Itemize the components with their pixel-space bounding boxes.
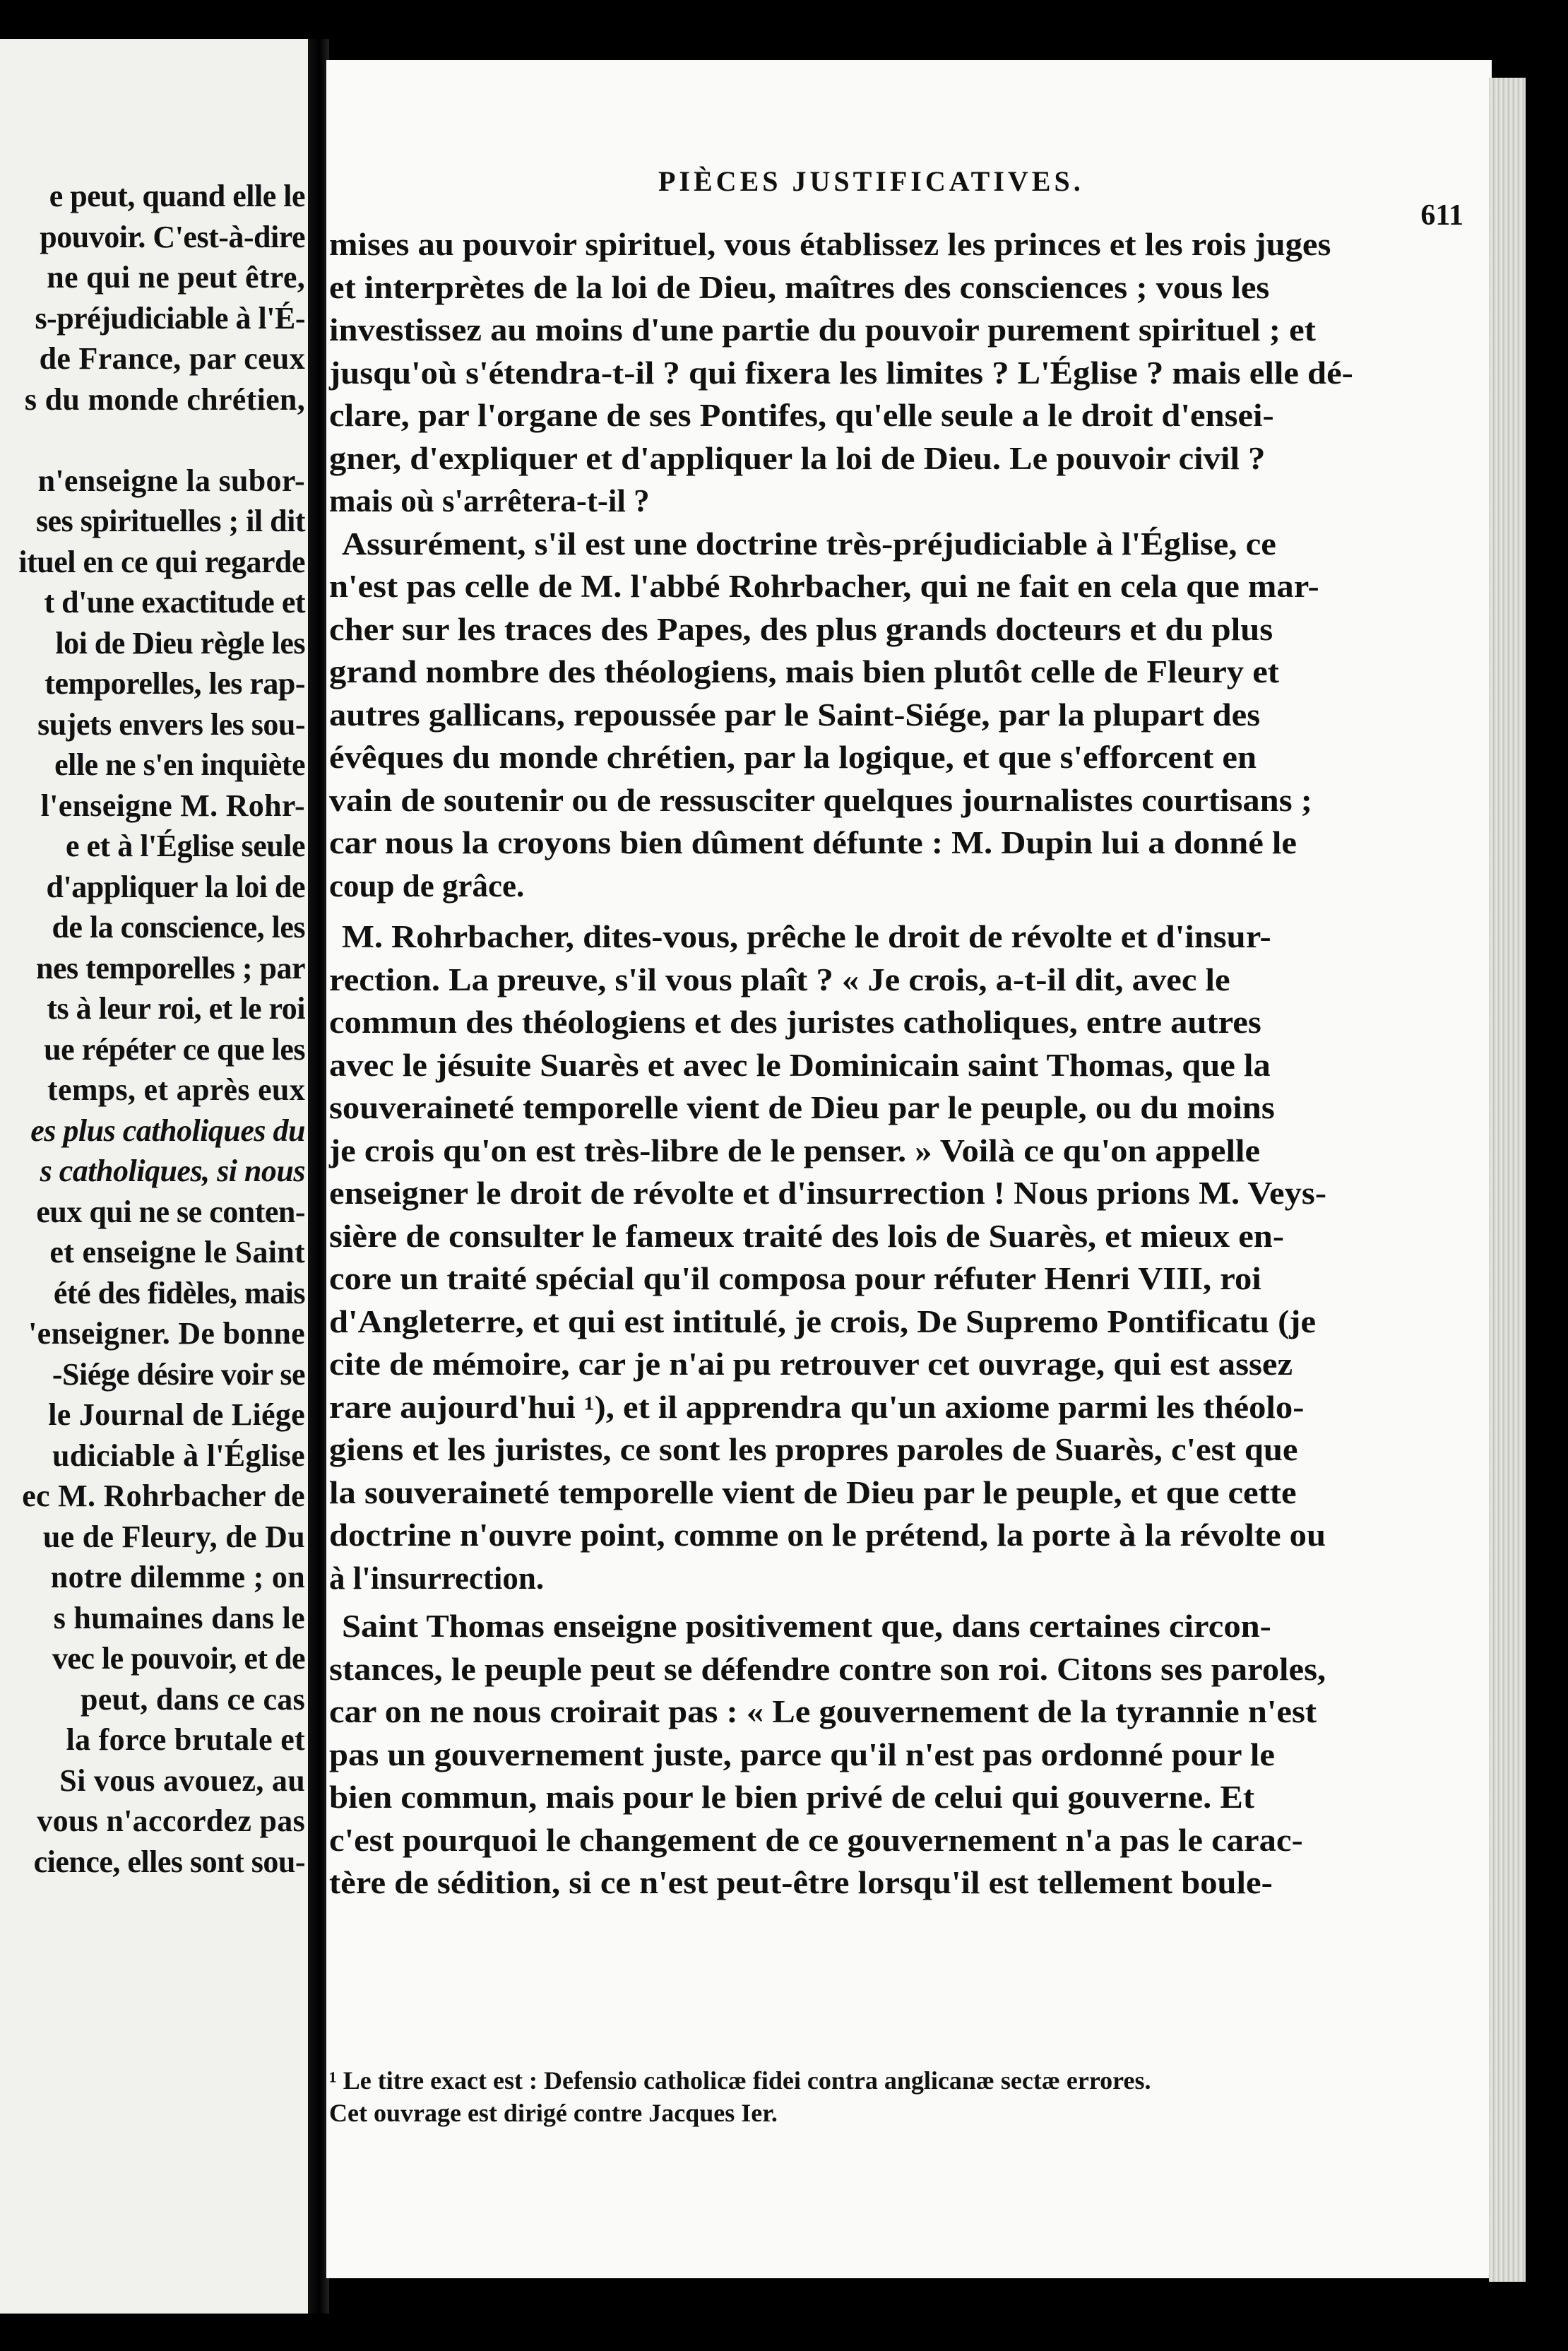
- page-edge-stack: [1489, 78, 1526, 2282]
- body-line: clare, par l'organe de ses Pontifes, qu'elle seule a le droit d'ensei-: [329, 398, 1274, 433]
- body-line: enseigner le droit de révolte et d'insurrection ! Nous prions M. Veys-: [329, 1176, 1327, 1211]
- body-line: avec le jésuite Suarès et avec le Dominicain saint Thomas, que la: [329, 1047, 1271, 1083]
- body-line: doctrine n'ouvre point, comme on le prétend, la porte à la révolte ou: [329, 1517, 1326, 1553]
- left-page-line: 'enseigner. De bonne: [28, 1316, 305, 1351]
- left-page-line: de France, par ceux: [39, 341, 305, 376]
- body-line: mais où s'arrêtera-t-il ?: [329, 483, 650, 519]
- body-line: la souveraineté temporelle vient de Dieu par le peuple, et que cette: [329, 1474, 1297, 1510]
- left-page-line: n'enseigne la subor-: [37, 463, 305, 498]
- body-line: rare aujourd'hui ¹), et il apprendra qu'un axiome parmi les théolo-: [329, 1389, 1305, 1425]
- body-line: car nous la croyons bien dûment défunte : M. Dupin lui a donné le: [329, 825, 1297, 860]
- body-line: bien commun, mais pour le bien privé de celui qui gouverne. Et: [329, 1779, 1255, 1815]
- left-page-line: ue répéter ce que les: [44, 1031, 305, 1067]
- body-line: à l'insurrection.: [329, 1560, 545, 1596]
- body-line: sière de consulter le fameux traité des lois de Suarès, et mieux en-: [329, 1218, 1285, 1254]
- footnote-2: [329, 2097, 778, 2128]
- left-page-line: Si vous avouez, au: [59, 1763, 305, 1798]
- body-line: rection. La preuve, s'il vous plaît ? « Je crois, a-t-il dit, avec le: [329, 961, 1230, 997]
- left-page-line: ue de Fleury, de Du: [42, 1519, 305, 1554]
- footnote-text-2: Cet ouvrage est dirigé contre Jacques Ier.: [329, 2099, 778, 2127]
- body-line: coup de grâce.: [329, 867, 525, 904]
- body-line: je crois qu'on est très-libre de le penser. » Voilà ce qu'on appelle: [329, 1132, 1261, 1168]
- body-line: souveraineté temporelle vient de Dieu par le peuple, ou du moins: [329, 1090, 1275, 1125]
- body-line: core un traité spécial qu'il composa pour réfuter Henri VIII, roi: [329, 1261, 1261, 1296]
- body-line: grand nombre des théologiens, mais bien plutôt celle de Fleury et: [329, 654, 1280, 689]
- left-page-line: temporelles, les rap-: [44, 666, 305, 701]
- body-line: Assurément, s'il est une doctrine très-préjudiciable à l'Église, ce: [342, 526, 1276, 562]
- left-page-line: ec M. Rohrbacher de: [22, 1479, 305, 1513]
- left-page-line: udiciable à l'Église: [52, 1438, 305, 1473]
- body-line: investissez au moins d'une partie du pouvoir purement spirituel ; et: [329, 312, 1316, 348]
- left-page-line: s humaines dans le: [53, 1600, 305, 1635]
- right-page: [326, 60, 1492, 2278]
- left-facing-page: [0, 39, 311, 2314]
- body-line: commun des théologiens et des juristes catholiques, entre autres: [329, 1005, 1261, 1040]
- left-page-line: ses spirituelles ; il dit: [35, 504, 305, 538]
- left-page-line: -Siége désire voir se: [52, 1356, 305, 1392]
- footnote-1: [329, 2065, 1151, 2096]
- left-page-line: temps, et après eux: [47, 1072, 305, 1107]
- left-page-line: nes temporelles ; par: [36, 950, 305, 985]
- left-page-line: e et à l'Église seule: [66, 829, 305, 863]
- left-page-line: loi de Dieu règle les: [55, 625, 305, 661]
- left-page-line: été des fidèles, mais: [53, 1275, 305, 1310]
- left-page-line: le Journal de Liége: [48, 1397, 305, 1432]
- left-page-line: ituel en ce qui regarde: [18, 544, 305, 579]
- left-page-line: elle ne s'en inquiète: [54, 747, 305, 782]
- body-line: cher sur les traces des Papes, des plus grands docteurs et du plus: [329, 611, 1273, 647]
- left-page-line: la force brutale et: [66, 1722, 305, 1757]
- body-line: cite de mémoire, car je n'ai pu retrouver cet ouvrage, qui est assez: [329, 1346, 1293, 1382]
- running-head: PIÈCES JUSTIFICATIVES.: [658, 165, 1084, 197]
- left-page-line: e peut, quand elle le: [49, 179, 305, 213]
- body-line: évêques du monde chrétien, par la logique, et que s'efforcent en: [329, 740, 1257, 775]
- left-page-line: s-préjudiciable à l'É-: [35, 300, 305, 336]
- left-page-line: vec le pouvoir, et de: [52, 1641, 305, 1676]
- left-page-line: et enseigne le Saint: [49, 1235, 305, 1269]
- body-line: et interprètes de la loi de Dieu, maîtres des consciences ; vous les: [329, 269, 1270, 305]
- body-line: pas un gouvernement juste, parce qu'il n'est pas ordonné pour le: [329, 1736, 1275, 1772]
- left-page-line: es plus catholiques du: [30, 1113, 305, 1148]
- left-page-line: ts à leur roi, et le roi: [47, 991, 305, 1026]
- body-line: tère de sédition, si ce n'est peut-être lorsqu'il est tellement boule-: [329, 1865, 1273, 1900]
- body-line: gner, d'expliquer et d'appliquer la loi de Dieu. Le pouvoir civil ?: [329, 440, 1266, 476]
- page-number: 611: [1420, 199, 1463, 232]
- body-line: M. Rohrbacher, dites-vous, prêche le droit de révolte et d'insur-: [342, 919, 1271, 954]
- body-line: c'est pourquoi le changement de ce gouvernement n'a pas le carac-: [329, 1822, 1303, 1858]
- body-line: car on ne nous croirait pas : « Le gouvernement de la tyrannie n'est: [329, 1694, 1317, 1729]
- body-line: jusqu'où s'étendra-t-il ? qui fixera les limites ? L'Église ? mais elle dé-: [329, 355, 1353, 391]
- body-line: n'est pas celle de M. l'abbé Rohrbacher, qui ne fait en cela que mar-: [329, 569, 1319, 604]
- body-line: stances, le peuple peut se défendre contre son roi. Citons ses paroles,: [329, 1651, 1326, 1687]
- left-page-line: s du monde chrétien,: [24, 381, 305, 417]
- footnote-text-1: ¹ Le titre exact est : Defensio catholicæ fidei contra anglicanæ sectæ errores.: [329, 2066, 1151, 2095]
- left-page-line: notre dilemme ; on: [50, 1560, 305, 1594]
- left-page-line: cience, elles sont sou-: [33, 1844, 305, 1879]
- left-page-line: t d'une exactitude et: [44, 585, 305, 620]
- left-page-line: peut, dans ce cas: [81, 1681, 305, 1717]
- body-line: vain de soutenir ou de ressusciter quelques journalistes courtisans ;: [329, 782, 1312, 818]
- body-line: Saint Thomas enseigne positivement que, dans certaines circon-: [342, 1609, 1271, 1644]
- left-page-line: pouvoir. C'est-à-dire: [40, 219, 305, 254]
- left-page-line: vous n'accordez pas: [37, 1804, 305, 1838]
- body-line: autres gallicans, repoussée par le Saint-Siége, par la plupart des: [329, 697, 1261, 733]
- left-page-line: eux qui ne se conten-: [36, 1194, 305, 1229]
- left-page-line: ne qui ne peut être,: [47, 260, 305, 295]
- body-line: mises au pouvoir spirituel, vous établissez les princes et les rois juges: [329, 227, 1331, 262]
- left-page-line: d'appliquer la loi de: [46, 869, 305, 904]
- left-page-line: l'enseigne M. Rohr-: [40, 788, 305, 823]
- left-page-line: sujets envers les sou-: [37, 706, 305, 742]
- left-page-line: de la conscience, les: [52, 910, 305, 944]
- body-line: giens et les juristes, ce sont les propres paroles de Suarès, c'est que: [329, 1432, 1298, 1467]
- left-page-line: s catholiques, si nous: [40, 1154, 305, 1188]
- body-line: d'Angleterre, et qui est intitulé, je crois, De Supremo Pontificatu (je: [329, 1303, 1317, 1339]
